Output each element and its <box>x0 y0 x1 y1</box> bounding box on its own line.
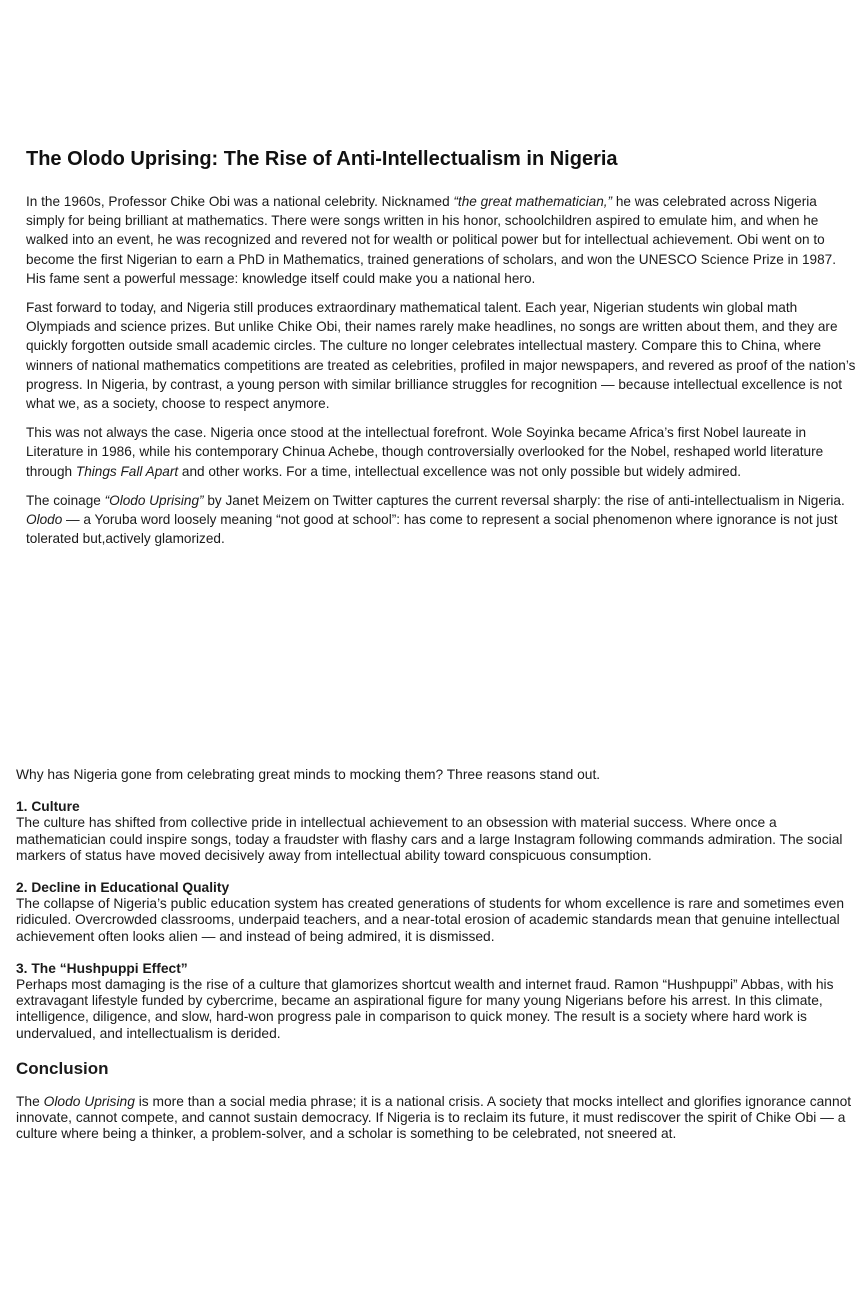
reason-section <box>16 961 858 1042</box>
italic-text: Olodo <box>26 512 63 528</box>
reason-body: The collapse of Nigeria’s public education system has created generations of students for whom excellence is rare and sometimes even ridiculed. Overcrowded classrooms, underpaid teachers, and a near-total erosion of academic standards mean that genuine intellectual achievement often looks alien — and instead of being admired, it is dismissed. <box>16 896 844 944</box>
text-segment: is more than a social media phrase; it is a national crisis. A society that mocks intellect and glorifies ignorance cannot innovate, cannot compete, and cannot sustain democracy. If Nigeria is to reclaim its future, it must rediscover the spirit of Chike Obi — a culture where being a thinker, a problem-solver, and a scholar is something to be celebrated, not sneered at. <box>16 1093 852 1142</box>
reason-heading: 3. The “Hushpuppi Effect” <box>16 960 188 976</box>
italic-text: Things Fall Apart <box>75 463 179 479</box>
text-segment: Fast forward to today, and Nigeria still produces extraordinary mathematical talent. Each year, Nigerian students win global math Olympiads and science prizes. But unlike Chike Obi, their names rarely make headlines, no songs are written about them, and they are quickly forgotten outside small academic circles. The culture no longer celebrates intellectual mastery. Compare this to China, where winners of national mathematics competitions are treated as celebrities, profiled in major newspapers, and revered as proof of the nation’s progress. In Nigeria, by contrast, a young person with similar brilliance struggles for recognition — because intellectual excellence is not what we, as a society, choose to respect anymore. <box>26 300 856 412</box>
article-title: The Olodo Uprising: The Rise of Anti-Intellectualism in Nigeria <box>26 148 618 170</box>
reasons-intro: Why has Nigeria gone from celebrating great minds to mocking them? Three reasons stand out. <box>16 767 601 782</box>
article-top <box>26 146 858 558</box>
intro-paragraph <box>26 192 858 288</box>
italic-text: “the great mathematician,” <box>453 194 613 209</box>
italic-text: “Olodo Uprising” <box>104 492 204 508</box>
text-segment: he was celebrated across Nigeria simply for being brilliant at mathematics. There were songs written in his honor, schoolchildren aspired to emulate him, and when he walked into an event, he was recognized and revered not for wealth or political power but for intellectual achievement. Obi went on to become the first Nigerian to earn a PhD in Mathematics, trained generations of scholars, and won the UNESCO Science Prize in 1987. His fame sent a powerful message: knowledge itself could make you a national hero. <box>26 194 836 286</box>
reason-heading: 1. Culture <box>16 799 80 815</box>
reason-heading: 2. Decline in Educational Quality <box>16 880 230 896</box>
text-segment: and other works. For a time, intellectual excellence was not only possible but widely admired. <box>178 463 742 479</box>
article-bottom <box>16 767 858 1158</box>
reason-section <box>16 799 858 864</box>
text-segment: The coinage <box>26 492 105 508</box>
text-segment: The <box>16 1093 44 1109</box>
italic-text: Olodo Uprising <box>43 1093 135 1109</box>
reason-body: Perhaps most damaging is the rise of a culture that glamorizes shortcut wealth and internet fraud. Ramon “Hushpuppi” Abbas, with his extravagant lifestyle funded by cybercrime, became an aspirational figure for many young Nigerians before his arrest. In this climate, intelligence, diligence, and slow, hard-won progress pale in comparison to quick money. The result is a society where hard work is undervalued, and intellectualism is derided. <box>16 977 834 1041</box>
conclusion-heading: Conclusion <box>16 1058 109 1078</box>
intro-paragraphs <box>26 192 858 548</box>
reason-section <box>16 880 858 945</box>
reason-body: The culture has shifted from collective pride in intellectual achievement to an obsession with material success. Where once a mathematician could inspire songs, today a fraudster with flashy cars and a large Instagram following commands admiration. The social markers of status have moved decisively away from intellectual ability toward conspicuous consumption. <box>16 815 843 863</box>
intro-paragraph <box>26 298 858 413</box>
text-segment: In the 1960s, Professor Chike Obi was a national celebrity. Nicknamed <box>26 194 454 209</box>
intro-paragraph <box>26 491 858 549</box>
intro-paragraph <box>26 423 858 481</box>
conclusion-paragraph <box>16 1094 858 1143</box>
text-segment: This was not always the case. Nigeria once stood at the intellectual forefront. Wole Soyinka became Africa’s first Nobel laureate in Literature in 1986, while his contemporary Chinua Achebe, though controversially overlooked for the Nobel, reshaped world literature through <box>26 425 824 479</box>
text-segment: — a Yoruba word loosely meaning “not good at school”: has come to represent a social phenomenon where ignorance is not just tolerated but,actively glamorized. <box>26 512 838 547</box>
text-segment: by Janet Meizem on Twitter captures the current reversal sharply: the rise of anti-intellectualism in Nigeria. <box>203 492 845 508</box>
